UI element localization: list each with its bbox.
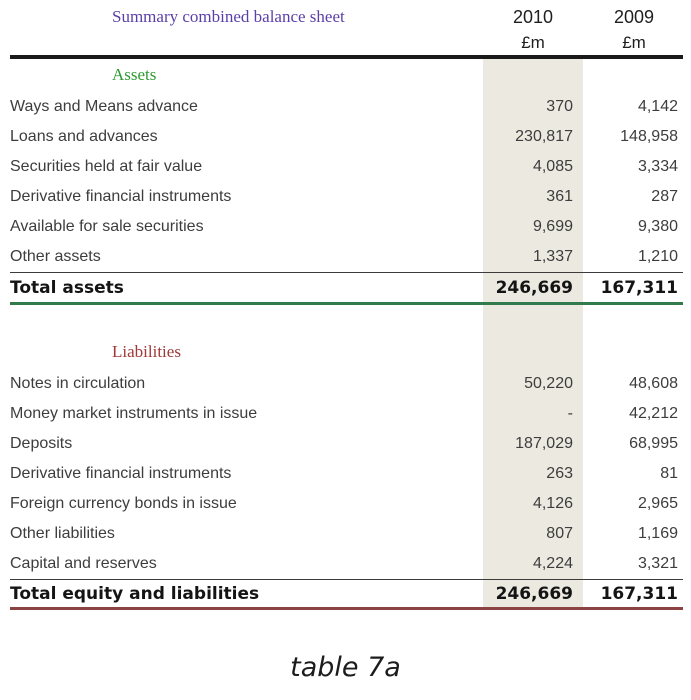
section-header-assets: [0, 59, 691, 92]
value-2010: 4,224: [483, 549, 583, 579]
total-label: Total assets: [10, 277, 124, 298]
row-label: Other assets: [10, 247, 101, 265]
value-2010: 9,699: [483, 212, 583, 242]
table-row: [0, 92, 691, 122]
total-value-2009: 167,311: [600, 583, 678, 604]
row-label: Other liabilities: [10, 524, 115, 542]
row-label: Available for sale securities: [10, 217, 204, 235]
section-title: Liabilities: [112, 342, 181, 362]
table-row: [0, 242, 691, 272]
table-row: [0, 122, 691, 152]
value-2009: 1,169: [637, 524, 678, 542]
table-row: [0, 549, 691, 579]
section-header-liabilities: [0, 336, 691, 369]
value-2009: 81: [660, 464, 678, 482]
value-2009: 1,210: [637, 247, 678, 265]
value-2010: 370: [483, 92, 583, 122]
unit-label-2010: £m: [521, 33, 545, 52]
value-2010: 230,817: [483, 122, 583, 152]
value-2009: 2,965: [637, 494, 678, 512]
value-2009: 48,608: [629, 374, 678, 392]
row-label: Capital and reserves: [10, 554, 157, 572]
shaded-cell: [483, 59, 583, 92]
value-2010: 263: [483, 459, 583, 489]
column-header-2009: 2009: [613, 6, 655, 27]
value-2009: 68,995: [629, 434, 678, 452]
value-2010: -: [483, 399, 583, 429]
total-value-2009: 167,311: [600, 277, 678, 298]
row-label: Notes in circulation: [10, 374, 146, 392]
shaded-cell: [483, 336, 583, 369]
table-row: [0, 459, 691, 489]
value-2009: 9,380: [637, 217, 678, 235]
table-row: [0, 212, 691, 242]
value-2010: 4,085: [483, 152, 583, 182]
table-units-row: [0, 31, 691, 55]
total-value-2010: 246,669: [483, 580, 583, 607]
table-row: [0, 429, 691, 459]
value-2010: 50,220: [483, 369, 583, 399]
value-2010: 807: [483, 519, 583, 549]
page-title: Summary combined balance sheet: [112, 7, 345, 26]
row-label: Money market instruments in issue: [10, 404, 258, 422]
table-header-row: [0, 3, 691, 31]
value-2010: 1,337: [483, 242, 583, 272]
section-gap-row: [0, 305, 691, 336]
shaded-cell: [483, 305, 583, 336]
total-equity-row: [0, 580, 691, 607]
value-2009: 287: [651, 187, 678, 205]
table-row: [0, 489, 691, 519]
row-label: Ways and Means advance: [10, 97, 198, 115]
total-label: Total equity and liabilities: [10, 583, 260, 604]
row-label: Derivative financial instruments: [10, 187, 232, 205]
column-header-2010: 2010: [512, 6, 554, 27]
total-equity-bottom-rule: [10, 607, 683, 610]
value-2009: 148,958: [620, 127, 678, 145]
row-label: Deposits: [10, 434, 73, 452]
table-row: [0, 152, 691, 182]
value-2010: 4,126: [483, 489, 583, 519]
row-label: Foreign currency bonds in issue: [10, 494, 237, 512]
total-value-2010: 246,669: [483, 273, 583, 302]
row-label: Derivative financial instruments: [10, 464, 232, 482]
row-label: Loans and advances: [10, 127, 158, 145]
unit-label-2009: £m: [622, 33, 646, 52]
value-2009: 42,212: [629, 404, 678, 422]
table-row: [0, 182, 691, 212]
value-2009: 4,142: [637, 97, 678, 115]
row-label: Securities held at fair value: [10, 157, 203, 175]
section-title: Assets: [112, 65, 157, 84]
table-caption: table 7a: [290, 651, 401, 683]
value-2009: 3,334: [637, 157, 678, 175]
value-2010: 187,029: [483, 429, 583, 459]
table-row: [0, 399, 691, 429]
table-row: [0, 519, 691, 549]
total-assets-row: [0, 273, 691, 302]
value-2010: 361: [483, 182, 583, 212]
value-2009: 3,321: [637, 554, 678, 572]
table-row: [0, 369, 691, 399]
